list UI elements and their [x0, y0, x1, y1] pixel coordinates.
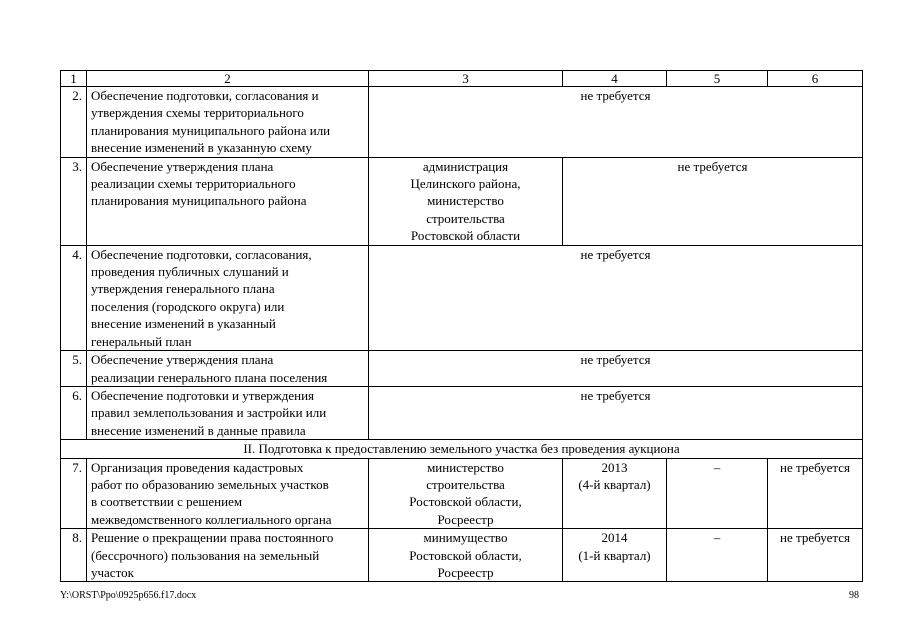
responsible-cell [369, 458, 563, 529]
responsible-line: министерство [427, 193, 504, 209]
col6-cell: не требуется [768, 458, 863, 529]
responsible-line: строительства [426, 476, 505, 492]
section-title: II. Подготовка к предоставлению земельного участка без проведения аукциона [61, 440, 863, 458]
merged-cell: не требуется [563, 157, 863, 245]
task-line: внесение изменений в данные правила [91, 422, 306, 438]
task-line: правил землепользования и застройки или [91, 405, 327, 421]
term-line: 2013 [601, 459, 628, 475]
task-line: (бессрочного) пользования на земельный [91, 547, 320, 563]
responsible-line: Росреестр [437, 564, 494, 580]
task-line: проведения публичных слушаний и [91, 264, 289, 280]
task-line: утверждения генерального плана [91, 281, 275, 297]
document-table [60, 70, 863, 582]
footer-page-number: 98 [849, 590, 859, 601]
task-line: реализации генерального плана поселения [91, 369, 328, 385]
merged-cell: не требуется [369, 87, 863, 158]
task-line: участок [91, 564, 134, 580]
row-number: 5. [61, 351, 87, 387]
row-number: 4. [61, 245, 87, 350]
col6-cell: не требуется [768, 529, 863, 582]
task-cell [87, 529, 369, 582]
merged-cell: не требуется [369, 245, 863, 350]
task-cell [87, 458, 369, 529]
responsible-cell [369, 157, 563, 245]
task-line: реализации схемы территориального [91, 176, 296, 192]
header-cell: 6 [768, 71, 863, 87]
responsible-line: Росреестр [437, 511, 494, 527]
table-header-row [61, 71, 863, 87]
responsible-cell [369, 529, 563, 582]
table-row [61, 245, 863, 350]
responsible-line: Ростовской области, [409, 494, 522, 510]
row-number: 7. [61, 458, 87, 529]
header-cell: 3 [369, 71, 563, 87]
task-line: утверждения схемы территориального [91, 105, 304, 121]
term-line: 2014 [601, 530, 628, 546]
task-cell [87, 245, 369, 350]
task-line: генеральный план [91, 333, 192, 349]
responsible-line: Ростовской области [410, 228, 521, 244]
merged-cell: не требуется [369, 386, 863, 439]
term-cell [563, 458, 667, 529]
term-line: (4-й квартал) [578, 476, 651, 492]
task-line: Организация проведения кадастровых [91, 459, 304, 475]
row-number: 6. [61, 386, 87, 439]
task-line: планирования муниципального района или [91, 122, 331, 138]
task-cell [87, 386, 369, 439]
table-row [61, 351, 863, 387]
task-line: межведомственного коллегиального органа [91, 511, 332, 527]
task-line: Решение о прекращении права постоянного [91, 530, 334, 546]
row-number: 8. [61, 529, 87, 582]
term-line: (1-й квартал) [578, 547, 651, 563]
task-cell [87, 87, 369, 158]
responsible-line: министерство [427, 459, 504, 475]
table-row [61, 386, 863, 439]
header-cell: 4 [563, 71, 667, 87]
col5-cell: – [667, 529, 768, 582]
task-line: работ по образованию земельных участков [91, 476, 329, 492]
table-row [61, 458, 863, 529]
task-cell [87, 351, 369, 387]
task-line: Обеспечение подготовки, согласования, [91, 246, 312, 262]
merged-cell: не требуется [369, 351, 863, 387]
task-cell [87, 157, 369, 245]
footer-file-path: Y:\ORST\Ppo\0925p656.f17.docx [60, 590, 197, 601]
task-line: в соответствии с решением [91, 494, 243, 510]
task-line: Обеспечение утверждения плана [91, 352, 274, 368]
header-cell: 1 [61, 71, 87, 87]
responsible-line: администрация [422, 158, 509, 174]
responsible-line: минимущество [423, 530, 508, 546]
section-row [61, 440, 863, 458]
task-line: планирования муниципального района [91, 193, 307, 209]
task-line: поселения (городского округа) или [91, 298, 285, 314]
responsible-line: Ростовской области, [409, 547, 522, 563]
term-cell [563, 529, 667, 582]
header-cell: 2 [87, 71, 369, 87]
row-number: 3. [61, 157, 87, 245]
task-line: Обеспечение утверждения плана [91, 158, 274, 174]
header-cell: 5 [667, 71, 768, 87]
task-line: внесение изменений в указанную схему [91, 140, 312, 156]
task-line: Обеспечение подготовки и утверждения [91, 387, 315, 403]
table-row [61, 157, 863, 245]
responsible-line: Целинского района, [410, 176, 521, 192]
col5-cell: – [667, 458, 768, 529]
row-number: 2. [61, 87, 87, 158]
table-row [61, 529, 863, 582]
task-line: внесение изменений в указанный [91, 316, 276, 332]
task-line: Обеспечение подготовки, согласования и [91, 88, 319, 103]
table-row [61, 87, 863, 158]
responsible-line: строительства [426, 210, 505, 226]
